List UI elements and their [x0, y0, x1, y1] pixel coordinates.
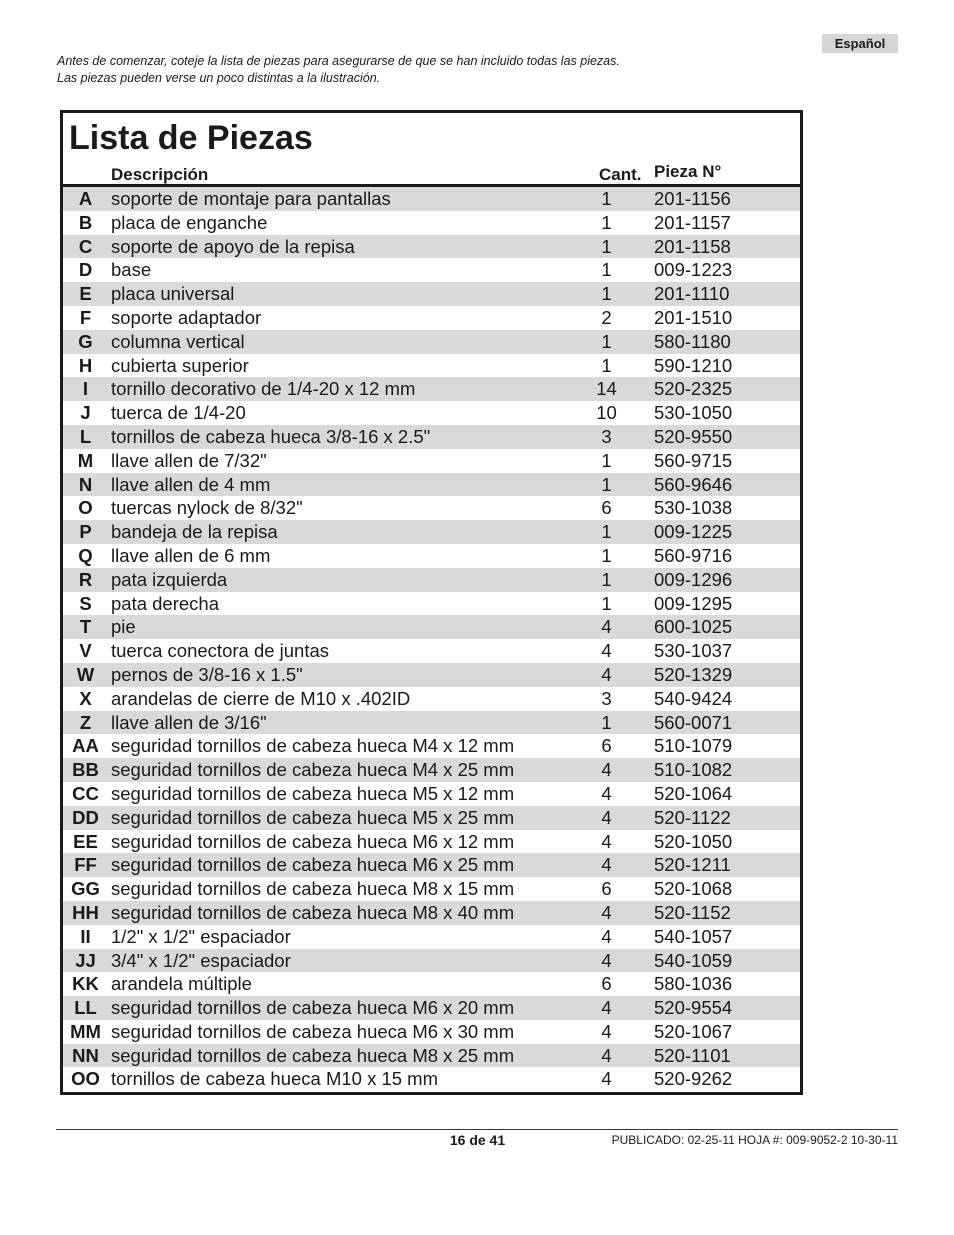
footer-divider	[56, 1129, 898, 1130]
table-row	[63, 211, 800, 235]
table-row	[63, 972, 800, 996]
part-letter: JJ	[75, 949, 96, 971]
part-description: soporte adaptador	[111, 306, 262, 328]
part-letter: X	[79, 687, 92, 709]
part-quantity: 1	[601, 711, 612, 733]
part-description: seguridad tornillos de cabeza hueca M8 x 25 mm	[111, 1044, 515, 1066]
publication-info: PUBLICADO: 02-25-11 HOJA #: 009-9052-2 10-30-11	[611, 1133, 898, 1147]
part-letter: MM	[70, 1020, 101, 1042]
part-number: 009-1295	[654, 592, 733, 614]
part-letter: T	[79, 616, 92, 638]
part-quantity: 1	[601, 521, 612, 543]
part-description: arandelas de cierre de M10 x .402ID	[111, 687, 411, 709]
part-letter: II	[80, 925, 91, 947]
part-number: 201-1156	[654, 188, 731, 209]
part-number: 520-1152	[654, 901, 731, 923]
part-description: pata derecha	[111, 592, 220, 614]
part-description: columna vertical	[111, 330, 245, 352]
language-badge: Español	[822, 34, 898, 53]
part-letter: GG	[71, 878, 100, 900]
table-row	[63, 377, 800, 401]
table-row	[63, 520, 800, 544]
part-quantity: 1	[601, 211, 612, 233]
part-quantity: 4	[601, 782, 612, 804]
part-description: seguridad tornillos de cabeza hueca M8 x 40 mm	[111, 901, 515, 923]
part-letter: S	[79, 592, 92, 614]
table-row	[63, 544, 800, 568]
table-row	[63, 258, 800, 282]
part-letter: Q	[78, 544, 93, 566]
part-number: 009-1223	[654, 259, 733, 281]
part-number: 560-9716	[654, 544, 733, 566]
part-number: 520-1068	[654, 878, 733, 900]
part-letter: NN	[72, 1044, 99, 1066]
part-quantity: 4	[601, 854, 612, 876]
part-number: 540-1059	[654, 949, 733, 971]
part-number: 600-1025	[654, 616, 733, 638]
table-row	[63, 949, 800, 973]
part-letter: A	[78, 188, 93, 209]
part-number: 520-1211	[654, 854, 731, 876]
table-row	[63, 925, 800, 949]
part-description: pata izquierda	[111, 568, 228, 590]
part-quantity: 3	[601, 687, 612, 709]
part-number: 530-1038	[654, 497, 733, 519]
part-quantity: 4	[601, 1020, 612, 1042]
part-number: 520-9554	[654, 997, 733, 1019]
part-description: seguridad tornillos de cabeza hueca M6 x 12 mm	[111, 830, 515, 852]
part-quantity: 6	[601, 735, 612, 757]
table-row	[63, 568, 800, 592]
part-letter: P	[79, 521, 92, 543]
part-number: 540-9424	[654, 687, 733, 709]
table-row	[63, 711, 800, 735]
table-row	[63, 639, 800, 663]
part-letter: E	[79, 283, 92, 305]
part-number: 530-1037	[654, 640, 733, 662]
part-number: 201-1110	[654, 283, 730, 305]
part-number: 520-1064	[654, 782, 733, 804]
part-letter: OO	[71, 1068, 100, 1090]
part-number: 580-1180	[654, 330, 731, 352]
part-description: tornillos de cabeza hueca 3/8-16 x 2.5"	[111, 425, 431, 447]
part-letter: CC	[72, 782, 99, 804]
part-number: 560-0071	[654, 711, 733, 733]
part-description: tuercas nylock de 8/32"	[111, 497, 303, 519]
part-letter: AA	[72, 735, 99, 757]
part-description: llave allen de 4 mm	[111, 473, 271, 495]
part-quantity: 6	[601, 973, 612, 995]
part-description: 1/2" x 1/2" espaciador	[111, 925, 291, 947]
part-description: bandeja de la repisa	[111, 521, 278, 543]
part-description: llave allen de 6 mm	[111, 544, 271, 566]
part-description: base	[111, 259, 152, 281]
part-quantity: 4	[601, 1068, 612, 1090]
page-number: 16 de 41	[449, 1132, 506, 1148]
part-number: 560-9646	[654, 473, 733, 495]
part-description: llave allen de 3/16"	[111, 711, 267, 733]
part-quantity: 4	[601, 901, 612, 923]
table-row	[63, 758, 800, 782]
part-letter: W	[76, 663, 95, 685]
part-quantity: 1	[601, 354, 612, 376]
part-description: cubierta superior	[111, 354, 249, 376]
part-letter: FF	[74, 854, 97, 876]
part-letter: HH	[72, 901, 99, 923]
part-quantity: 1	[601, 544, 612, 566]
part-description: seguridad tornillos de cabeza hueca M5 x 12 mm	[111, 782, 515, 804]
part-number: 520-9262	[654, 1068, 733, 1090]
part-letter: M	[77, 449, 94, 471]
part-description: pernos de 3/8-16 x 1.5"	[111, 663, 303, 685]
table-row	[63, 496, 800, 520]
part-description: seguridad tornillos de cabeza hueca M6 x 30 mm	[111, 1020, 515, 1042]
part-description: seguridad tornillos de cabeza hueca M5 x 25 mm	[111, 806, 515, 828]
table-row	[63, 901, 800, 925]
table-row	[63, 830, 800, 854]
part-number: 520-1101	[654, 1044, 731, 1066]
part-quantity: 2	[601, 306, 612, 328]
part-quantity: 1	[601, 259, 612, 281]
part-letter: F	[79, 306, 92, 328]
table-row	[63, 187, 800, 211]
table-row	[63, 615, 800, 639]
part-number: 009-1225	[654, 521, 733, 543]
part-number: 201-1510	[654, 306, 733, 328]
part-quantity: 1	[601, 592, 612, 614]
part-number: 520-1329	[654, 663, 733, 685]
part-description: placa universal	[111, 283, 235, 305]
part-letter: D	[78, 259, 93, 281]
part-letter: R	[78, 568, 93, 590]
part-number: 540-1057	[654, 925, 733, 947]
table-row	[63, 663, 800, 687]
table-row	[63, 330, 800, 354]
part-quantity: 1	[601, 330, 612, 352]
part-number: 520-9550	[654, 425, 733, 447]
part-quantity: 14	[596, 378, 617, 400]
part-quantity: 4	[601, 949, 612, 971]
table-row	[63, 734, 800, 758]
part-number: 520-1050	[654, 830, 733, 852]
part-letter: EE	[73, 830, 98, 852]
part-quantity: 3	[601, 425, 612, 447]
part-letter: KK	[72, 973, 99, 995]
part-description: seguridad tornillos de cabeza hueca M4 x 25 mm	[111, 759, 515, 781]
part-number: 009-1296	[654, 568, 733, 590]
table-row	[63, 1044, 800, 1068]
part-letter: O	[78, 497, 93, 519]
table-row	[63, 306, 800, 330]
parts-rows	[63, 187, 800, 1091]
table-row	[63, 1067, 800, 1091]
table-row	[63, 782, 800, 806]
part-letter: V	[79, 640, 92, 662]
part-letter: J	[80, 402, 91, 424]
table-row	[63, 235, 800, 259]
part-quantity: 4	[601, 806, 612, 828]
part-description: seguridad tornillos de cabeza hueca M6 x 20 mm	[111, 997, 515, 1019]
part-description: soporte de apoyo de la repisa	[111, 235, 355, 257]
table-row	[63, 996, 800, 1020]
table-row	[63, 1020, 800, 1044]
part-description: seguridad tornillos de cabeza hueca M6 x 25 mm	[111, 854, 515, 876]
part-description: 3/4" x 1/2" espaciador	[111, 949, 291, 971]
part-quantity: 4	[601, 997, 612, 1019]
table-row	[63, 853, 800, 877]
part-description: seguridad tornillos de cabeza hueca M8 x 15 mm	[111, 878, 515, 900]
table-row	[63, 449, 800, 473]
part-quantity: 6	[601, 497, 612, 519]
part-letter: G	[78, 330, 93, 352]
part-letter: L	[79, 425, 92, 447]
part-description: arandela múltiple	[111, 973, 252, 995]
part-letter: BB	[72, 759, 99, 781]
part-number: 510-1082	[654, 759, 733, 781]
part-quantity: 4	[601, 640, 612, 662]
part-quantity: 10	[596, 402, 617, 424]
part-quantity: 1	[601, 283, 612, 305]
part-letter: H	[78, 354, 93, 376]
part-description: llave allen de 7/32"	[111, 449, 267, 471]
part-description: placa de enganche	[111, 211, 268, 233]
part-quantity: 4	[601, 616, 612, 638]
part-letter: C	[78, 235, 93, 257]
header-part-number: Pieza N°	[654, 162, 722, 181]
part-quantity: 4	[601, 1044, 612, 1066]
table-row	[63, 806, 800, 830]
part-description: pie	[111, 616, 136, 638]
parts-list-box	[60, 110, 803, 1095]
part-quantity: 1	[601, 235, 612, 257]
part-quantity: 6	[601, 878, 612, 900]
part-description: tuerca conectora de juntas	[111, 640, 330, 662]
intro-line-2: Las piezas pueden verse un poco distintas a la ilustración.	[57, 71, 381, 85]
parts-list-title: Lista de Piezas	[69, 119, 313, 157]
part-quantity: 4	[601, 925, 612, 947]
part-quantity: 1	[601, 449, 612, 471]
part-number: 590-1210	[654, 354, 733, 376]
part-number: 520-1067	[654, 1020, 733, 1042]
header-description: Descripción	[111, 165, 209, 184]
intro-note	[57, 53, 817, 87]
part-description: tornillos de cabeza hueca M10 x 15 mm	[111, 1068, 439, 1090]
part-quantity: 4	[601, 830, 612, 852]
table-row	[63, 877, 800, 901]
part-letter: N	[78, 473, 93, 495]
intro-line-1: Antes de comenzar, coteje la lista de piezas para asegurarse de que se han incluido todas las piezas.	[57, 54, 620, 68]
part-quantity: 1	[601, 568, 612, 590]
part-quantity: 4	[601, 759, 612, 781]
header-quantity: Cant.	[599, 165, 642, 184]
table-row	[63, 473, 800, 497]
part-quantity: 1	[601, 473, 612, 495]
table-row	[63, 282, 800, 306]
part-quantity: 4	[601, 663, 612, 685]
table-row	[63, 354, 800, 378]
table-row	[63, 592, 800, 616]
table-row	[63, 687, 800, 711]
part-number: 520-1122	[654, 806, 731, 828]
part-description: soporte de montaje para pantallas	[111, 188, 391, 209]
part-quantity: 1	[601, 188, 612, 209]
table-row	[63, 401, 800, 425]
part-number: 580-1036	[654, 973, 733, 995]
part-description: seguridad tornillos de cabeza hueca M4 x 12 mm	[111, 735, 515, 757]
part-number: 560-9715	[654, 449, 733, 471]
part-description: tuerca de 1/4-20	[111, 402, 246, 424]
part-description: tornillo decorativo de 1/4-20 x 12 mm	[111, 378, 416, 400]
part-number: 520-2325	[654, 378, 733, 400]
part-number: 510-1079	[654, 735, 733, 757]
part-number: 530-1050	[654, 402, 733, 424]
part-letter: Z	[79, 711, 92, 733]
part-letter: DD	[72, 806, 99, 828]
part-number: 201-1158	[654, 235, 731, 257]
table-row	[63, 425, 800, 449]
part-number: 201-1157	[654, 211, 731, 233]
part-letter: LL	[74, 997, 97, 1019]
part-letter: B	[78, 211, 93, 233]
part-letter: I	[82, 378, 89, 400]
